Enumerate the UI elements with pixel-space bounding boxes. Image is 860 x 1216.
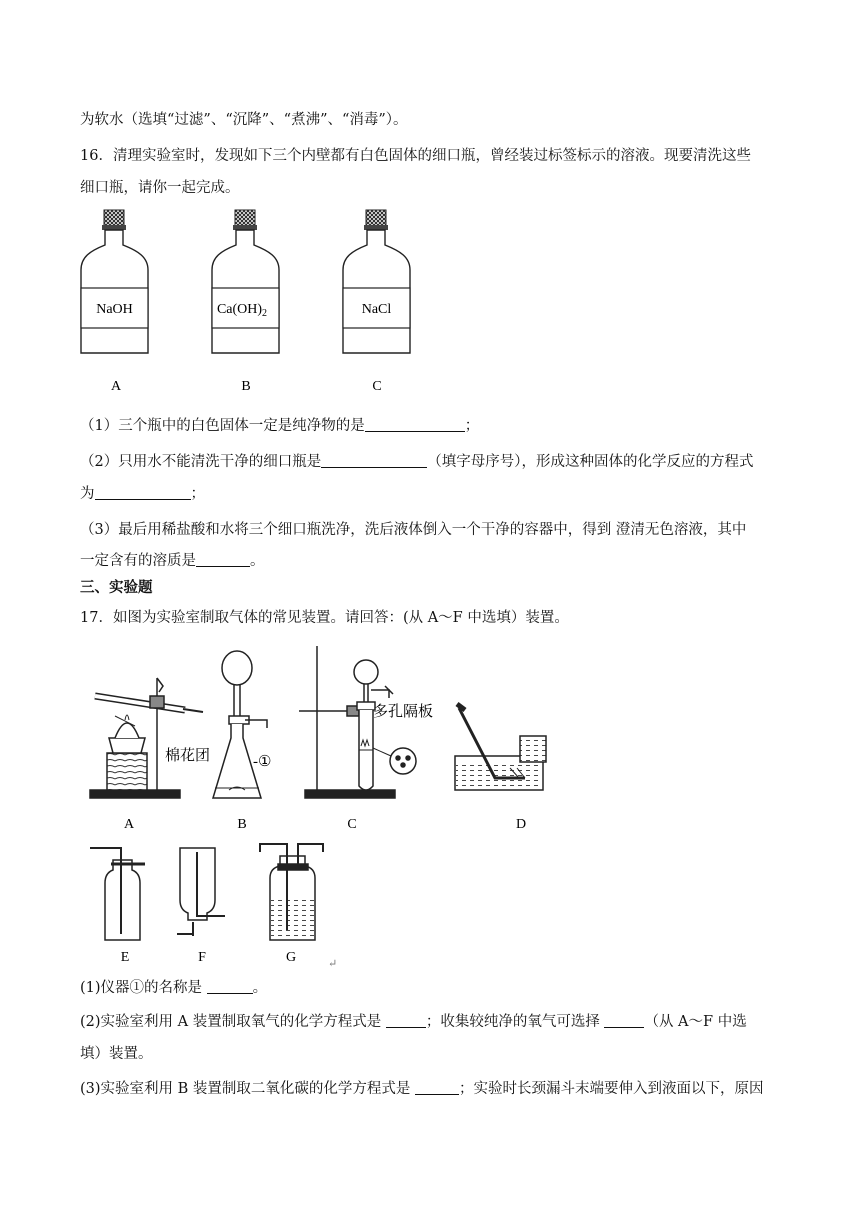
bottle-b	[212, 210, 279, 353]
instrument-one-label: -①	[253, 754, 272, 770]
apparatus-letter-c: C	[347, 817, 357, 832]
apparatus-e	[90, 848, 145, 940]
section-heading-experiment: 三、实验题	[80, 579, 153, 596]
q17-1-text: (1)仪器①的名称是	[80, 980, 207, 996]
bottle-label-a: NaOH	[96, 302, 133, 317]
bottle-label-c: NaCl	[361, 302, 392, 317]
bottle-label-b-subscript: 2	[262, 308, 268, 319]
porous-plate-label: 多孔隔板	[373, 704, 434, 720]
q16-1-blank	[365, 417, 465, 432]
q17-2-mid: ；收集较纯净的氧气可选择	[425, 1014, 605, 1030]
bottle-letter-b: B	[241, 379, 251, 394]
cotton-label: 棉花团	[165, 747, 211, 764]
apparatus-letter-b: B	[237, 817, 247, 832]
apparatus-letter-a: A	[123, 817, 135, 832]
question-16-3a: （3）最后用稀盐酸和水将三个细口瓶洗净，洗后液体倒入一个干净的容器中，得到 澄清无色溶液，其中	[80, 522, 747, 538]
apparatus-f	[177, 848, 225, 936]
q16-1-end: ；	[464, 418, 480, 434]
question-16-3b	[80, 551, 265, 571]
question-16-1	[80, 416, 479, 436]
bottle-label-b	[217, 302, 267, 319]
apparatus-a	[90, 678, 203, 798]
q16-2b-blank	[95, 485, 191, 500]
bottle-c	[343, 210, 410, 353]
apparatus-letter-f: F	[198, 950, 206, 965]
apparatus-letter-e: E	[120, 950, 130, 965]
apparatus-letter-g: G	[285, 950, 297, 965]
q17-2-text: (2)实验室利用 A 装置制取氧气的化学方程式是	[80, 1014, 386, 1030]
q16-2b-end: ；	[190, 486, 205, 502]
q16-2b-text: 为	[80, 486, 95, 502]
q17-2-blank-2	[604, 1013, 644, 1028]
bottle-letter-a: A	[110, 379, 122, 394]
question-16-2	[80, 452, 753, 472]
question-16-line-1: 16．清理实验室时，发现如下三个内壁都有白色固体的细口瓶，曾经装过标签标示的溶液。现要清洗这些	[80, 148, 751, 164]
q17-2-blank-1	[386, 1013, 426, 1028]
q17-1-blank	[207, 979, 253, 994]
question-17-3	[80, 1079, 764, 1099]
text-line-0: 为软水（选填“过滤”、“沉降”、“煮沸”、“消毒”）。	[80, 112, 408, 128]
q17-3-blank	[415, 1080, 459, 1095]
q16-2-end: （填字母序号），形成这种固体的化学反应的方程式	[427, 454, 754, 470]
question-17-1	[80, 978, 267, 998]
apparatus-c	[299, 646, 416, 798]
apparatus-figure	[85, 638, 555, 978]
question-17-2a	[80, 1012, 747, 1032]
q17-3-text: (3)实验室利用 B 装置制取二氧化碳的化学方程式是	[80, 1081, 416, 1097]
bottle-letter-c: C	[372, 379, 382, 394]
question-16-2b	[80, 484, 205, 504]
apparatus-g	[260, 844, 323, 940]
question-17: 17．如图为实验室制取气体的常见装置。请回答：(从 A～F 中选填）装置。	[80, 610, 569, 626]
q16-3b-text: 一定含有的溶质是	[80, 553, 196, 569]
q16-2-blank	[321, 453, 427, 468]
q17-1-end: 。	[252, 980, 268, 996]
question-17-2b: 填）装置。	[80, 1046, 153, 1062]
bottle-label-b-main: Ca(OH)	[216, 302, 263, 317]
return-mark: ↵	[328, 958, 338, 970]
apparatus-b	[213, 651, 267, 798]
q17-2-end: （从 A～F 中选	[644, 1014, 747, 1030]
bottle-a	[81, 210, 148, 353]
q16-3b-blank	[196, 552, 250, 567]
q16-3b-end: 。	[250, 553, 265, 569]
q16-2-text: （2）只用水不能清洗干净的细口瓶是	[80, 454, 322, 470]
q17-3-end: ；实验时长颈漏斗末端要伸入到液面以下，原因	[459, 1081, 764, 1097]
q16-1-text: （1）三个瓶中的白色固体一定是纯净物的是	[80, 418, 365, 434]
apparatus-letter-d: D	[515, 817, 527, 832]
bottles-figure	[78, 205, 418, 400]
apparatus-d	[455, 704, 546, 790]
question-16-line-2: 细口瓶，请你一起完成。	[80, 180, 240, 196]
